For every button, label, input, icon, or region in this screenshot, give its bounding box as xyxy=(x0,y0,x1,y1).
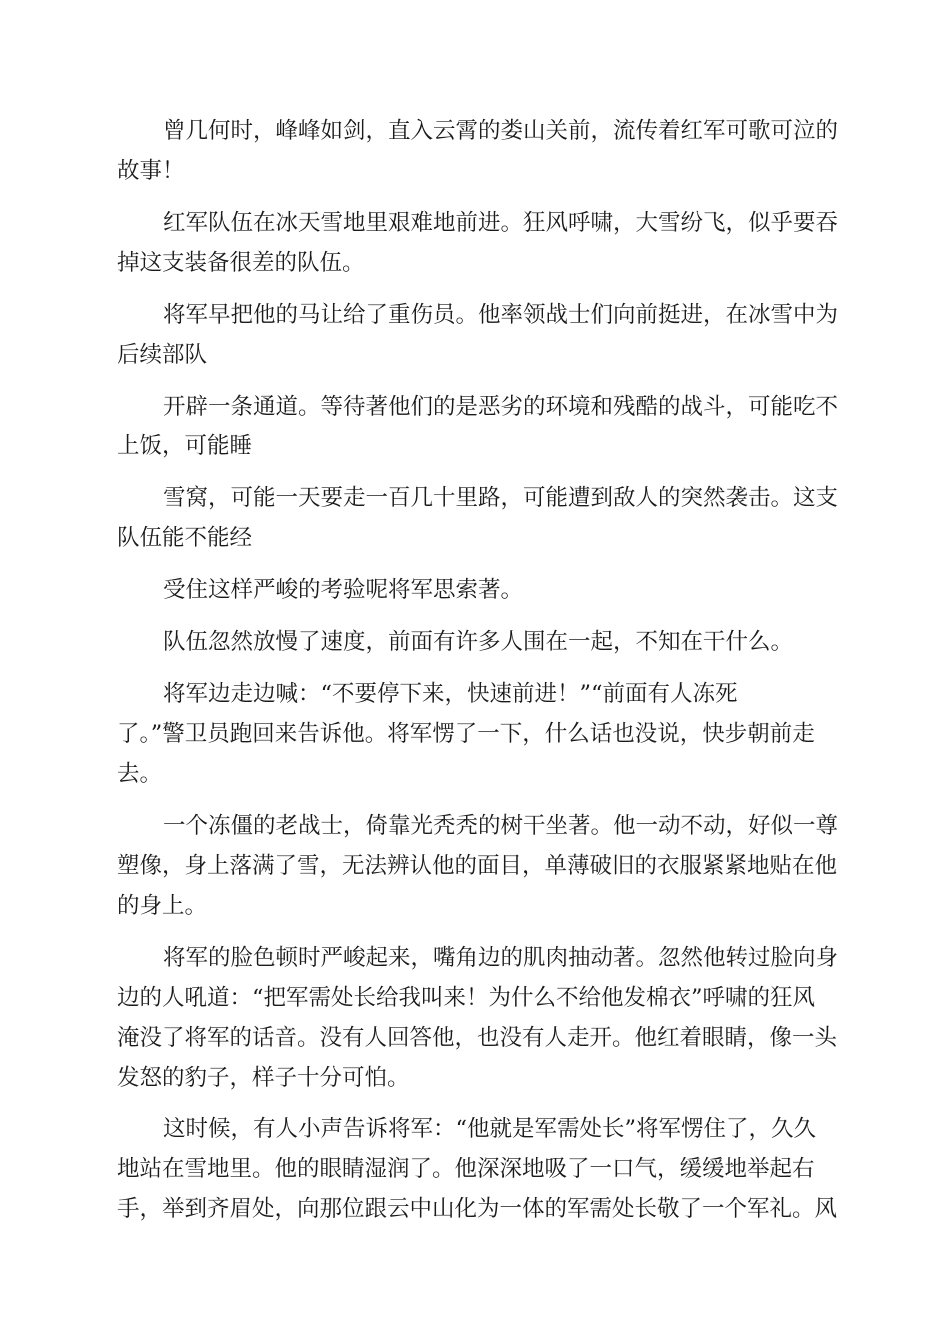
text-line: 地站在雪地里。他的眼睛湿润了。他深深地吸了一口气，缓缓地举起右 xyxy=(117,1156,815,1182)
text-line: 受住这样严峻的考验呢将军思索著。 xyxy=(163,577,524,603)
text-line: 这时候，有人小声告诉将军：“他就是军需处长”将军愣住了，久久 xyxy=(163,1116,817,1142)
text-line: 将军边走边喊：“不要停下来，快速前进！”“前面有人冻死 xyxy=(163,681,738,707)
text-line: 一个冻僵的老战士，倚靠光秃秃的树干坐著。他一动不动，好似一尊 xyxy=(163,813,839,839)
text-line: 手，举到齐眉处，向那位跟云中山化为一体的军需处长敬了一个军礼。风 xyxy=(117,1196,838,1222)
text-line: 队伍忽然放慢了速度，前面有许多人围在一起，不知在干什么。 xyxy=(163,629,794,655)
text-line: 淹没了将军的话音。没有人回答他，也没有人走开。他红着眼睛，像一头 xyxy=(117,1025,838,1051)
text-line: 队伍能不能经 xyxy=(117,525,253,551)
text-line: 去。 xyxy=(117,761,163,787)
text-line: 塑像，身上落满了雪，无法辨认他的面目，单薄破旧的衣服紧紧地贴在他 xyxy=(117,853,838,879)
text-line: 掉这支装备很差的队伍。 xyxy=(117,250,365,276)
text-line: 曾几何时，峰峰如剑，直入云霄的娄山关前，流传着红军可歌可泣的 xyxy=(163,118,839,144)
text-line: 边的人吼道：“把军需处长给我叫来！为什么不给他发棉衣”呼啸的狂风 xyxy=(117,985,816,1011)
text-line: 雪窝，可能一天要走一百几十里路，可能遭到敌人的突然袭击。这支 xyxy=(163,485,839,511)
text-line: 将军的脸色顿时严峻起来，嘴角边的肌肉抽动著。忽然他转过脸向身 xyxy=(163,945,839,971)
text-line: 了。”警卫员跑回来告诉他。将军愣了一下，什么话也没说，快步朝前走 xyxy=(117,721,815,747)
text-line: 开辟一条通道。等待著他们的是恶劣的环境和残酷的战斗，可能吃不 xyxy=(163,394,839,420)
text-line: 上饭，可能睡 xyxy=(117,433,253,459)
text-line: 故事！ xyxy=(117,158,185,184)
text-line: 将军早把他的马让给了重伤员。他率领战士们向前挺进，在冰雪中为 xyxy=(163,302,839,328)
text-line: 发怒的豹子，样子十分可怕。 xyxy=(117,1065,410,1091)
text-line: 后续部队 xyxy=(117,342,208,368)
text-line: 的身上。 xyxy=(117,893,208,919)
text-line: 红军队伍在冰天雪地里艰难地前进。狂风呼啸，大雪纷飞，似乎要吞 xyxy=(163,210,839,236)
